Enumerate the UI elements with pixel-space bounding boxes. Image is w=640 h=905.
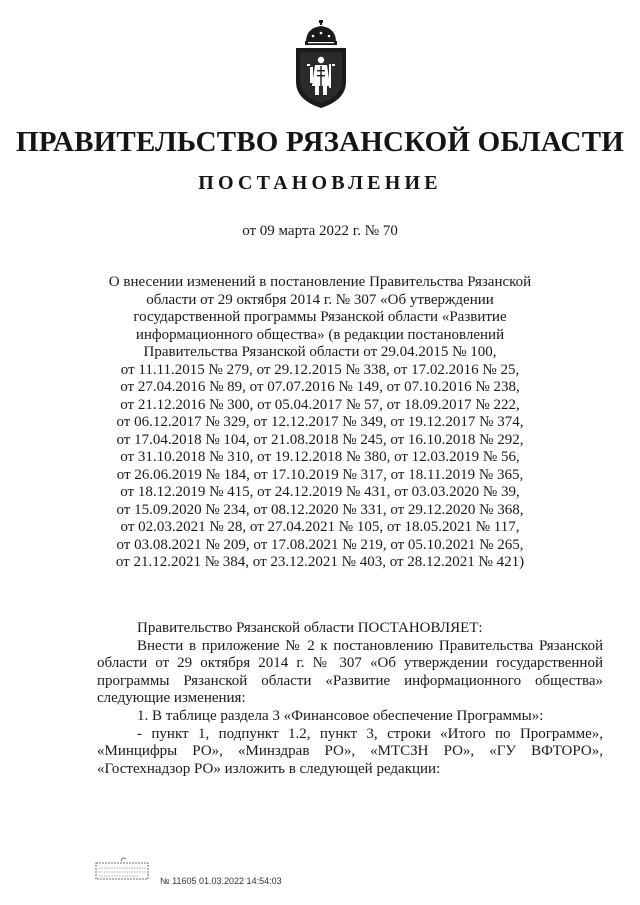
document-date-number: от 09 марта 2022 г. № 70	[242, 223, 398, 239]
resolution-intro: Правительство Рязанской области ПОСТАНОВЛЯЕТ:	[137, 620, 483, 636]
subject-line: от 06.12.2017 № 329, от 12.12.2017 № 349, от 19.12.2017 № 374,	[116, 414, 524, 430]
subject-line: государственной программы Рязанской области «Развитие	[133, 309, 507, 325]
body-paragraph: 1. В таблице раздела 3 «Финансовое обеспечение Программы»:	[137, 707, 544, 724]
subject-line: от 26.06.2019 № 184, от 17.10.2019 № 317, от 18.11.2019 № 365,	[116, 466, 524, 483]
subject-line: информационного общества» (в редакции постановлений	[135, 326, 505, 343]
subject-line: от 17.04.2018 № 104, от 21.08.2018 № 245, от 16.10.2018 № 292,	[116, 431, 524, 448]
subject-line: от 11.11.2015 № 279, от 29.12.2015 № 338, от 17.02.2016 № 25,	[120, 361, 520, 378]
subject-line: О внесении изменений в постановление Правительства Рязанской	[108, 274, 532, 290]
subject-line: от 03.08.2021 № 209, от 17.08.2021 № 219, от 05.10.2021 № 265,	[116, 536, 524, 553]
subject-line: от 18.12.2019 № 415, от 24.12.2019 № 431, от 03.03.2020 № 39,	[120, 484, 520, 500]
subject-line: от 21.12.2016 № 300, от 05.04.2017 № 57, от 18.09.2017 № 222,	[120, 396, 520, 413]
subject-line: от 21.12.2021 № 384, от 23.12.2021 № 403, от 28.12.2021 № 421)	[115, 554, 525, 570]
body-paragraph: Внести в приложение № 2 к постановлению Правительства Рязанской области от 29 октября 2014 г. № 307 «Об утверждении государственной программы Рязанской области «Развитие информационного общества» следующие изменения:	[97, 637, 603, 707]
organization-title: ПРАВИТЕЛЬСТВО РЯЗАНСКОЙ ОБЛАСТИ	[16, 126, 624, 158]
document-subject	[100, 274, 540, 572]
document-type-title: ПОСТАНОВЛЕНИЕ	[198, 172, 442, 194]
subject-line: Правительства Рязанской области от 29.04.2015 № 100,	[143, 344, 497, 360]
subject-line: области от 29 октября 2014 г. № 307 «Об утверждении	[146, 291, 494, 308]
subject-line: от 02.03.2021 № 28, от 27.04.2021 № 105, от 18.05.2021 № 117,	[120, 519, 520, 535]
subject-line: от 27.04.2016 № 89, от 07.07.2016 № 149, от 07.10.2016 № 238,	[120, 379, 520, 395]
ryazan-coat-of-arms-icon	[288, 20, 354, 112]
subject-line: от 15.09.2020 № 234, от 08.12.2020 № 331, от 29.12.2020 № 368,	[116, 501, 524, 518]
subject-line: от 31.10.2018 № 310, от 19.12.2018 № 380, от 12.03.2019 № 56,	[120, 449, 520, 465]
registration-number: № 11605 01.03.2022 14:54:03	[160, 876, 282, 886]
body-paragraph: - пункт 1, подпункт 1.2, пункт 3, строки «Итого по Программе», «Минцифры РО», «Минздрав РО», «МТСЗН РО», «ГУ ВФТОРО», «Гостехнадзор РО» изложить в следующей редакции:	[97, 725, 603, 777]
document-body	[97, 620, 603, 778]
official-stamp-icon	[95, 855, 149, 881]
